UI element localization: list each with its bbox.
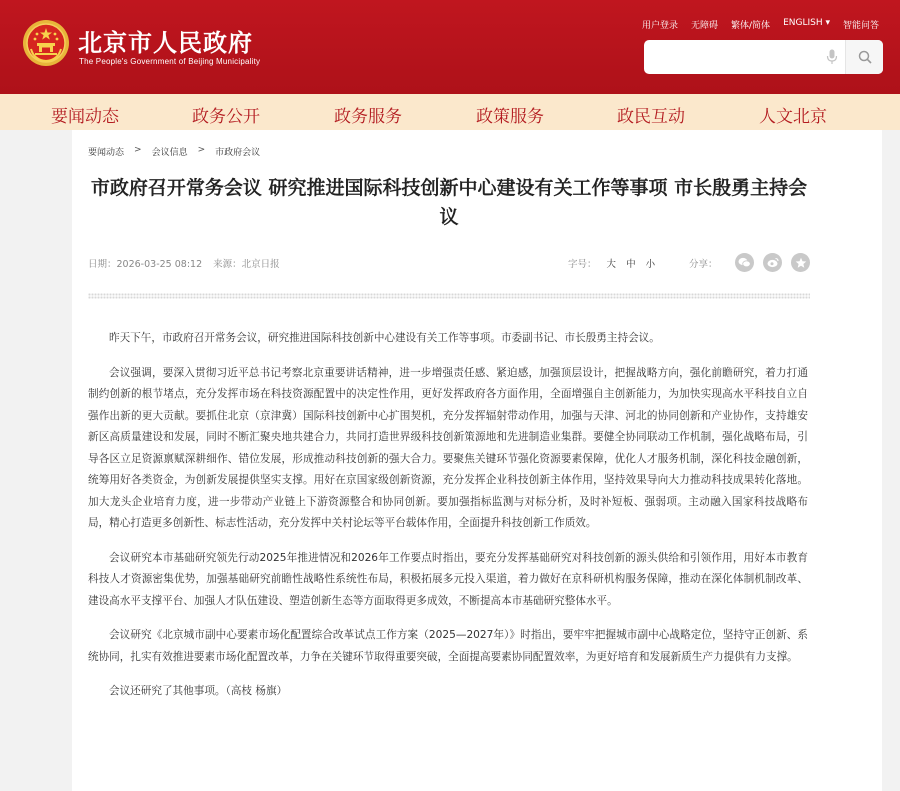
- weibo-icon[interactable]: [763, 253, 782, 272]
- english-link[interactable]: ENGLISH ▾: [783, 18, 830, 28]
- article-paragraph: 昨天下午，市政府召开常务会议，研究推进国际科技创新中心建设有关工作等事项。市委副书记、市长殷勇主持会议。: [109, 332, 660, 344]
- article-title: 市政府召开常务会议 研究推进国际科技创新中心建设有关工作等事项 市长殷勇主持会议: [90, 177, 808, 228]
- site-subtitle: The People's Government of Beijing Municipality: [79, 57, 261, 66]
- font-size-small[interactable]: 小: [645, 259, 656, 270]
- search-icon: [858, 50, 872, 64]
- breadcrumb-item-government-meetings[interactable]: 市政府会议: [215, 148, 261, 158]
- font-size-large[interactable]: 大: [606, 259, 617, 270]
- search-button[interactable]: [845, 40, 883, 74]
- nav-item-culture[interactable]: 人文北京: [759, 107, 827, 127]
- traditional-simplified-link[interactable]: 繁体/简体: [731, 21, 771, 31]
- breadcrumb-item-news[interactable]: 要闻动态: [88, 148, 125, 158]
- share-label: 分享：: [689, 259, 718, 270]
- article-source: 来源：北京日报: [213, 259, 280, 270]
- font-size-control: [568, 256, 655, 270]
- breadcrumb: [88, 145, 260, 158]
- article-panel: [72, 130, 882, 791]
- national-emblem-logo[interactable]: [22, 19, 70, 67]
- favorite-icon[interactable]: [791, 253, 810, 272]
- nav-item-services[interactable]: 政务服务: [334, 107, 402, 127]
- article-paragraph: 会议强调，要深入贯彻习近平总书记考察北京重要讲话精神，进一步增强责任感、紧迫感，加强顶层设计，把握战略方向，强化前瞻研究，着力打通制约创新的根节堵点，充分发挥市场在科技资源配置中的决定性作用，更好发挥政府各方面作用，全面增强自主创新能力，为加快实现高水平科技自立自强作出新的更大贡献。要抓住北京（京津冀）国际科技创新中心扩围契机，充分发挥辐射带动作用，加强与天津、河北的协同创新和产业协作，支持雄安新区高质量建设和发展，同时不断汇聚央地共建合力，共同打造世界级科技创新策源地和先进制造业集群。要健全协同联动工作机制，强化战略布局，引导各区立足资源禀赋深耕细作、错位发展，形成推动科技创新的强大合力。要聚焦关键环节强化资源要素保障，优化人才服务机制，深化科技金融创新，统筹用好各类资金，为创新发展提供坚实支撑。用好在京国家级创新资源，充分发挥企业科技创新主体作用，坚持效果导向大力推动科技成果转化落地。加大龙头企业培育力度，进一步带动产业链上下游资源整合和协同创新。要加强指标监测与对标分析，及时补短板、强弱项。主动融入国家科技战略布局，精心打造更多创新性、标志性活动，充分发挥中关村论坛等平台载体作用，全面提升科技创新工作质效。: [88, 366, 808, 529]
- search-input[interactable]: [644, 40, 840, 74]
- article-meta: [88, 256, 288, 270]
- site-title[interactable]: 北京市人民政府: [78, 29, 253, 57]
- font-size-label: 字号：: [568, 259, 597, 270]
- login-link[interactable]: 用户登录: [641, 21, 678, 31]
- smart-qa-link[interactable]: 智能问答: [842, 21, 879, 31]
- dotted-divider: [88, 293, 810, 299]
- article-paragraph: 会议研究《北京城市副中心要素市场化配置综合改革试点工作方案（2025—2027年）》时指出，要牢牢把握城市副中心战略定位，坚持守正创新、系统协同，扎实有效推进要素市场化配置改革，力争在关键环节取得重要突破，全面提高要素协同配置效率，为更好培育和发展新质生产力提供有力支撑。: [88, 629, 808, 663]
- nav-item-interaction[interactable]: 政民互动: [617, 107, 685, 127]
- site-header: [0, 0, 900, 94]
- wechat-icon[interactable]: [735, 253, 754, 272]
- microphone-icon[interactable]: [826, 49, 838, 65]
- accessibility-link[interactable]: 无障碍: [691, 21, 719, 31]
- font-size-medium[interactable]: 中: [626, 259, 636, 270]
- top-links: [642, 18, 879, 31]
- breadcrumb-item-meetings[interactable]: 会议信息: [151, 148, 188, 158]
- search-box: [644, 40, 883, 74]
- article-paragraph: 会议研究本市基础研究领先行动2025年推进情况和2026年工作要点时指出，要充分发挥基础研究对科技创新的源头供给和引领作用，用好本市教育科技人才资源密集优势，加强基础研究前瞻性战略性系统性布局，积极拓展多元投入渠道，着力做好在京科研机构服务保障，推动在深化体制机制改革、建设高水平支撑平台、加强人才队伍建设、塑造创新生态等方面取得更多成效，不断提高本市基础研究整体水平。: [88, 551, 808, 607]
- nav-item-policy[interactable]: 政策服务: [476, 107, 544, 127]
- breadcrumb-separator: >: [134, 145, 142, 155]
- article-date: 日期：2026-03-25 08:12: [88, 259, 203, 270]
- article-paragraph: 会议还研究了其他事项。（高枝 杨旗）: [109, 685, 288, 697]
- main-nav: [0, 94, 900, 130]
- nav-item-news[interactable]: 要闻动态: [51, 107, 119, 127]
- article-body: [88, 328, 808, 716]
- breadcrumb-separator: >: [197, 145, 206, 155]
- nav-item-government-affairs[interactable]: 政务公开: [192, 107, 260, 127]
